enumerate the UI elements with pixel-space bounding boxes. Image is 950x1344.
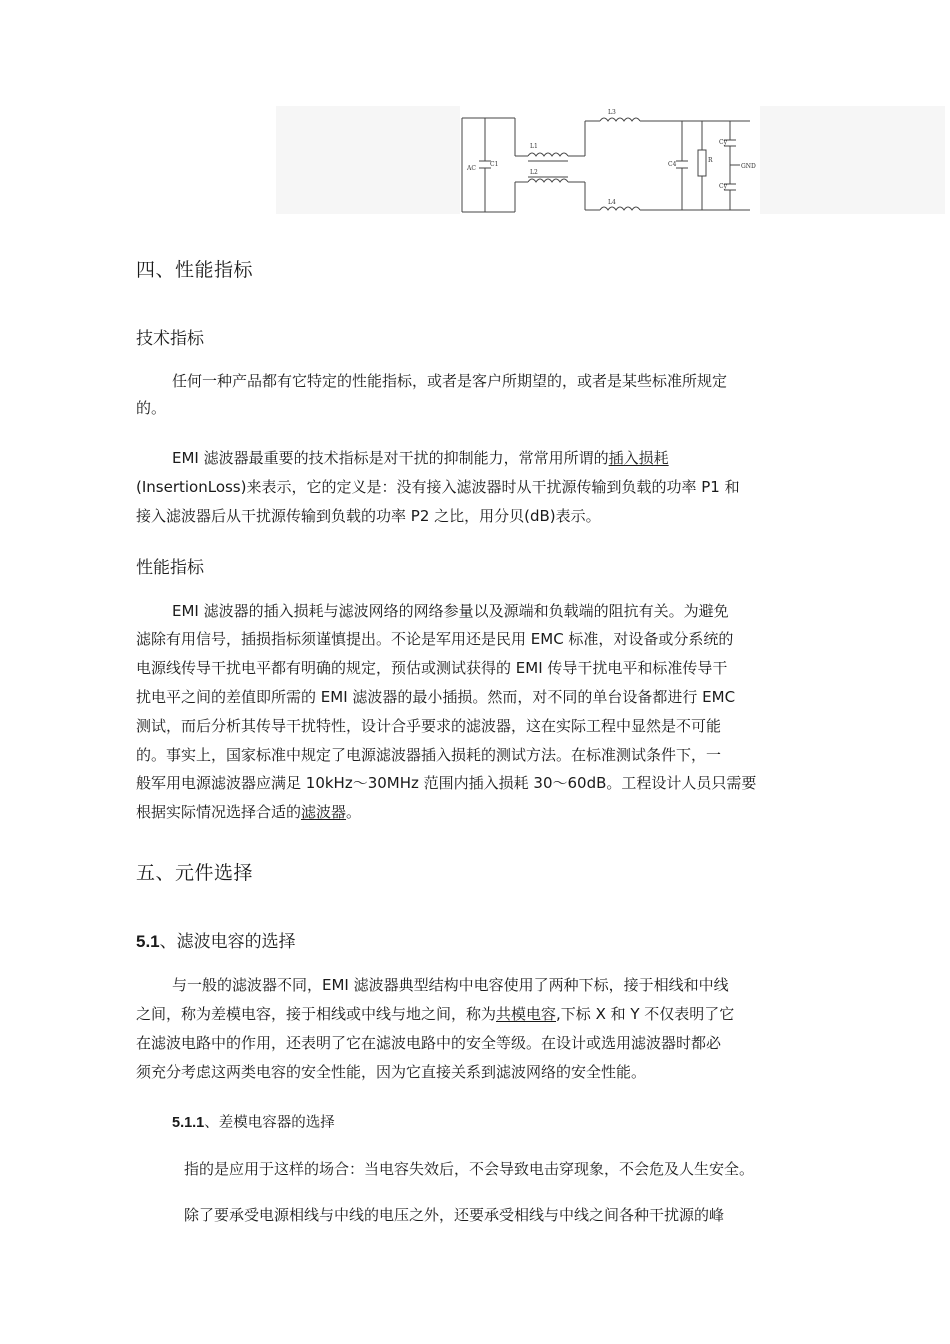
section-5-heading: 五、元件选择 — [136, 862, 254, 884]
label-c4: C4 — [668, 161, 677, 168]
paragraph-line: 扰电平之间的差值即所需的 EMI 滤波器的最小插损。然而，对不同的单台设备都进行 EMC — [136, 688, 736, 706]
text-span: ,下标 X 和 Y 不仅表明了它 — [556, 1005, 735, 1023]
subheading-5-1-1 — [172, 1111, 335, 1132]
label-l3: L3 — [608, 109, 616, 116]
paragraph-line: EMI 滤波器的插入损耗与滤波网络的网络参量以及源端和负载端的阻抗有关。为避免 — [172, 602, 729, 620]
text-span: 。 — [346, 803, 362, 821]
paragraph-line: 的。事实上，国家标准中规定了电源滤波器插入损耗的测试方法。在标准测试条件下，一 — [136, 746, 722, 764]
label-l1: L1 — [530, 143, 538, 150]
insertion-loss-link[interactable]: 插入损耗 — [608, 449, 669, 467]
paragraph-line: 般军用电源滤波器应满足 10kHz～30MHz 范围内插入损耗 30～60dB。工程设计人员只需要 — [136, 774, 757, 792]
paragraph-line: 除了要承受电源相线与中线的电压之外，还要承受相线与中线之间各种干扰源的峰 — [184, 1206, 725, 1224]
label-l2: L2 — [530, 169, 538, 176]
emi-filter-circuit-diagram — [460, 106, 760, 214]
text-span: 之间，称为差模电容，接于相线或中线与地之间，称为 — [136, 1005, 497, 1023]
label-cy2: Cy — [719, 183, 727, 190]
paragraph-line: 任何一种产品都有它特定的性能指标，或者是客户所期望的，或者是某些标准所规定 — [172, 372, 728, 390]
paragraph-line: 在滤波电路中的作用，还表明了它在滤波电路中的安全等级。在设计或选用滤波器时都必 — [136, 1034, 722, 1052]
label-l4: L4 — [608, 199, 616, 206]
section-number: 5.1.1 — [172, 1115, 205, 1131]
subheading-technical-specs: 技术指标 — [136, 329, 204, 349]
text-span: 根据实际情况选择合适的 — [136, 803, 302, 821]
subheading-5-1 — [136, 927, 296, 952]
label-cy1: Cy — [719, 139, 727, 146]
paragraph-line: 指的是应用于这样的场合：当电容失效后，不会导致电击穿现象，不会危及人生安全。 — [184, 1160, 755, 1178]
subheading-performance-specs: 性能指标 — [136, 558, 204, 578]
circuit-svg — [460, 106, 760, 214]
section-number: 5.1 — [136, 932, 160, 951]
paragraph-line — [172, 447, 669, 468]
section-title: 、滤波电容的选择 — [159, 932, 296, 952]
paragraph-line: 电源线传导干扰电平都有明确的规定，预估或测试获得的 EMI 传导干扰电平和标准传导干 — [136, 659, 728, 677]
section-title: 、差模电容器的选择 — [204, 1115, 335, 1131]
label-c1: C1 — [490, 161, 499, 168]
paragraph-line — [136, 801, 361, 822]
paragraph-line — [136, 1003, 734, 1024]
paragraph-line: 的。 — [136, 399, 167, 417]
paragraph-line: (InsertionLoss)来表示，它的定义是：没有接入滤波器时从干扰源传输到负载的功率 P1 和 — [136, 478, 740, 496]
label-ac: AC — [467, 165, 476, 172]
text-span: EMI 滤波器最重要的技术指标是对干扰的抑制能力，常常用所谓的 — [172, 449, 609, 467]
label-gnd: GND — [741, 163, 756, 170]
paragraph-line: 滤除有用信号，插损指标须谨慎提出。不论是军用还是民用 EMC 标准，对设备或分系统的 — [136, 630, 734, 648]
paragraph-line: 测试，而后分析其传导干扰特性，设计合乎要求的滤波器，这在实际工程中显然是不可能 — [136, 717, 722, 735]
section-4-heading: 四、性能指标 — [136, 259, 254, 281]
common-mode-capacitor-link[interactable]: 共模电容 — [496, 1005, 557, 1023]
filter-link[interactable]: 滤波器 — [301, 803, 347, 821]
paragraph-line: 与一般的滤波器不同，EMI 滤波器典型结构中电容使用了两种下标，接于相线和中线 — [172, 976, 729, 994]
paragraph-line: 接入滤波器后从干扰源传输到负载的功率 P2 之比，用分贝(dB)表示。 — [136, 507, 601, 525]
paragraph-line: 须充分考虑这两类电容的安全性能，因为它直接关系到滤波网络的安全性能。 — [136, 1063, 647, 1081]
label-r: R — [708, 157, 713, 164]
